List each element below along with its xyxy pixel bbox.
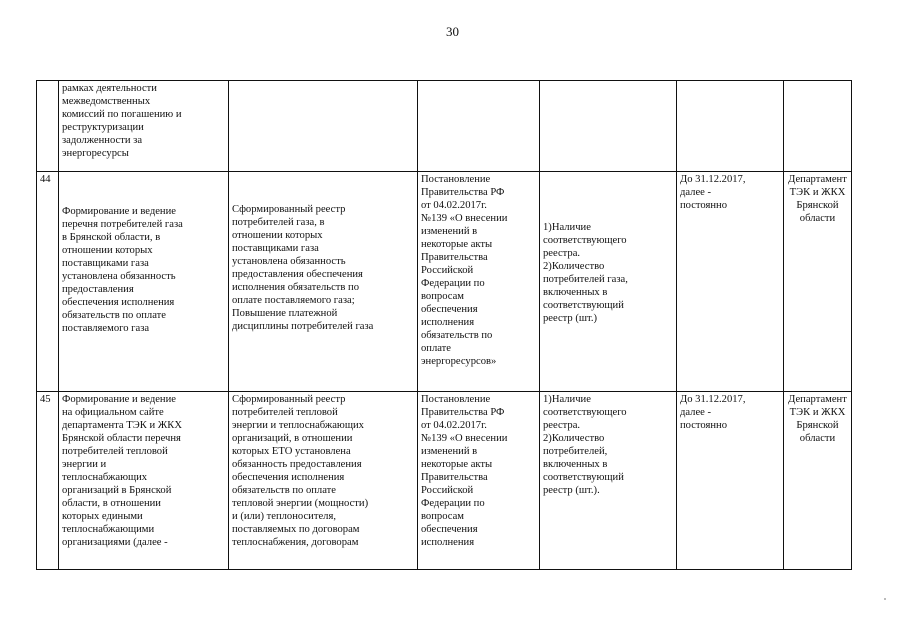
responsible-department: Департамент ТЭК и ЖКХ Брянской области bbox=[784, 172, 852, 392]
deadline: До 31.12.2017, далее - постоянно bbox=[677, 392, 784, 570]
measure-description: Формирование и ведение на официальном сайте департамента ТЭК и ЖКХ Брянской области перечня потребителей тепловой энергии и теплоснабжающих организаций в Брянской области, в отношении которых едиными теплоснабжающими организациями (далее - bbox=[59, 392, 229, 570]
scan-speck bbox=[884, 598, 886, 600]
table-row bbox=[37, 392, 852, 570]
responsible-department bbox=[784, 81, 852, 172]
table-row bbox=[37, 81, 852, 172]
measure-description: Формирование и ведение перечня потребителей газа в Брянской области, в отношении которых поставщиками газа установлена обязанность предоставления обеспечения исполнения обязательств по оплате поставляемого газа bbox=[59, 172, 229, 392]
page-number: 30 bbox=[446, 24, 459, 39]
table-row bbox=[37, 172, 852, 392]
expected-result: Сформированный реестр потребителей газа, в отношении которых поставщиками газа установлена обязанность предоставления обеспечения исполнения обязательств по оплате поставляемого газа; Повышение платежной дисциплины потребителей газа bbox=[229, 172, 418, 392]
indicator bbox=[540, 81, 677, 172]
row-number: 45 bbox=[37, 392, 59, 570]
measures-table bbox=[36, 80, 852, 570]
legal-basis: Постановление Правительства РФ от 04.02.2017г. №139 «О внесении изменений в некоторые акты Правительства Российской Федерации по вопросам обеспечения исполнения обязательств по оплате энергоресурсов» bbox=[418, 172, 540, 392]
responsible-department: Департамент ТЭК и ЖКХ Брянской области bbox=[784, 392, 852, 570]
expected-result bbox=[229, 81, 418, 172]
measure-description: рамках деятельности межведомственных комиссий по погашению и реструктуризации задолженности за энергоресурсы bbox=[59, 81, 229, 172]
expected-result: Сформированный реестр потребителей тепловой энергии и теплоснабжающих организаций, в отношении которых ЕТО установлена обязанность предоставления обеспечения исполнения обязательств по оплате тепловой энергии (мощности) и (или) теплоносителя, поставляемых по договорам теплоснабжения, договорам bbox=[229, 392, 418, 570]
row-number bbox=[37, 81, 59, 172]
legal-basis bbox=[418, 81, 540, 172]
deadline bbox=[677, 81, 784, 172]
deadline: До 31.12.2017, далее - постоянно bbox=[677, 172, 784, 392]
indicator: 1)Наличие соответствующего реестра. 2)Количество потребителей газа, включенных в соответствующий реестр (шт.) bbox=[540, 172, 677, 392]
row-number: 44 bbox=[37, 172, 59, 392]
indicator: 1)Наличие соответствующего реестра. 2)Количество потребителей, включенных в соответствующий реестр (шт.). bbox=[540, 392, 677, 570]
legal-basis: Постановление Правительства РФ от 04.02.2017г. №139 «О внесении изменений в некоторые акты Правительства Российской Федерации по вопросам обеспечения исполнения bbox=[418, 392, 540, 570]
